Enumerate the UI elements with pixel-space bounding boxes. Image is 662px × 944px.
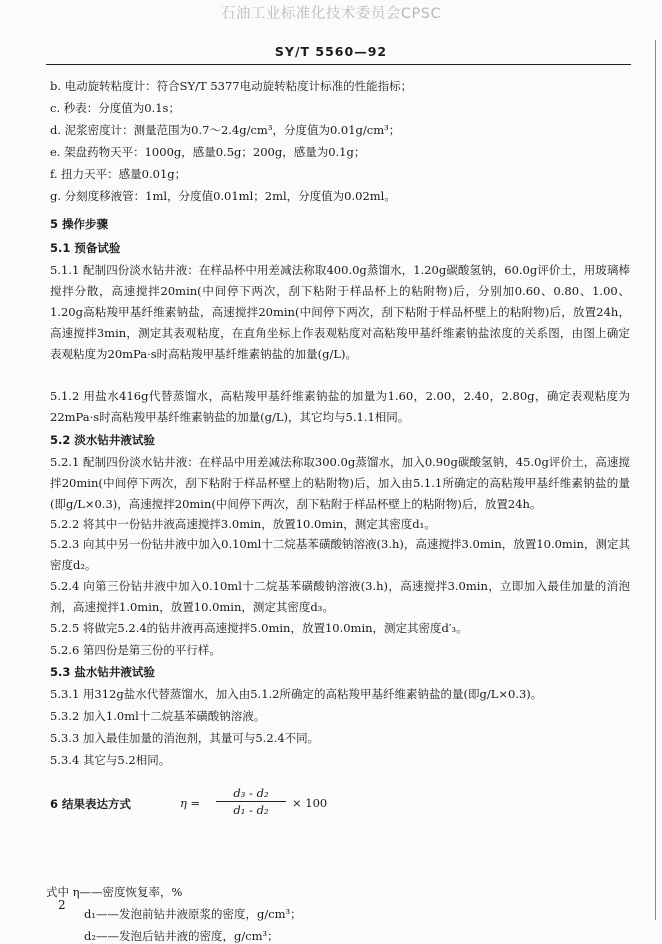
formula-lhs: η = [180, 796, 201, 810]
instrument-item: d. 泥浆密度计：测量范围为0.7～2.4g/cm³，分度值为0.01g/cm³； [50, 123, 401, 137]
paragraph-5-3-1: 5.3.1 用312g盐水代替蒸馏水，加入由5.1.2所确定的高粘羧甲基纤维素钠盐的量(即g/L×0.3)。 [50, 687, 543, 701]
formula-numerator: d₃ - d₂ [216, 786, 286, 802]
paragraph-5-2-1: 5.2.1 配制四份淡水钻井液：在样品中用差减法称取300.0g蒸馏水，加入0.90g碳酸氢钠，45.0g评价土，高速搅拌20min(中间停下两次，刮下粘附于样品杯壁上的粘附物)后，加入由5.1.1所确定的高粘羧甲基纤维素钠盐的量(即g/L×0.3)，高速搅拌20min(中间停下两次，刮下粘附于样品杯壁上的粘附物)后，放置24h。 [50, 455, 630, 511]
paragraph-5-2-2: 5.2.2 将其中一份钻井液高速搅拌3.0min，放置10.0min，测定其密度d₁。 [50, 517, 436, 531]
instrument-item: b. 电动旋转粘度计：符合SY/T 5377电动旋转粘度计标准的性能指标； [50, 79, 413, 93]
formula-multiplier: × 100 [292, 796, 328, 810]
definition-d2: d₂——发泡后钻井液的密度，g/cm³； [84, 929, 279, 943]
standard-header: SY/T 5560—92 [274, 44, 388, 59]
instrument-item: f. 扭力天平：感量0.01g； [50, 167, 187, 181]
density-recovery-formula [180, 786, 420, 826]
page-number: 2 [58, 898, 66, 912]
formula-fraction [216, 786, 286, 817]
instrument-item: e. 架盘药物天平：1000g，感量0.5g；200g，感量为0.1g； [50, 145, 366, 159]
paragraph-5-2-5: 5.2.5 将做完5.2.4的钻井液再高速搅拌5.0min，放置10.0min，测定其密度d′₃。 [50, 621, 468, 635]
definition-d1: d₁——发泡前钻井液原浆的密度，g/cm³； [84, 907, 302, 921]
paragraph-5-1-2: 5.1.2 用盐水416g代替蒸馏水，高粘羧甲基纤维素钠盐的加量为1.60，2.00，2.40，2.80g，确定表观粘度为22mPa·s时高粘羧甲基纤维素钠盐的加量(g/L)，其它均与5.1.1相同。 [50, 389, 630, 424]
section-heading-5: 5 操作步骤 [50, 217, 109, 231]
formula-denominator: d₁ - d₂ [233, 803, 269, 817]
section-heading-5-1: 5.1 预备试验 [50, 241, 121, 255]
instrument-item: c. 秒表：分度值为0.1s； [50, 101, 180, 115]
instrument-item: g. 分刻度移液管：1ml，分度值0.01ml；2ml，分度值为0.02ml。 [50, 189, 396, 203]
section-heading-5-2: 5.2 淡水钻井液试验 [50, 433, 155, 447]
paragraph-5-2-3: 5.2.3 向其中另一份钻井液中加入0.10ml十二烷基苯磺酸钠溶液(3.h)，高速搅拌3.0min，放置10.0min，测定其密度d₂。 [50, 537, 630, 572]
paragraph-5-3-4: 5.3.4 其它与5.2相同。 [50, 753, 171, 767]
watermark: 石油工业标准化技术委员会CPSC [220, 6, 442, 22]
paragraph-5-3-3: 5.3.3 加入最佳加量的消泡剂，其量可与5.2.4不同。 [50, 731, 320, 745]
section-heading-5-3: 5.3 盐水钻井液试验 [50, 665, 155, 679]
definition-eta: 式中 η——密度恢复率，% [46, 885, 183, 899]
paragraph-5-3-2: 5.3.2 加入1.0ml十二烷基苯磺酸钠溶液。 [50, 709, 266, 723]
paragraph-5-1-1: 5.1.1 配制四份淡水钻井液：在样品杯中用差减法称取400.0g蒸馏水，1.20g碳酸氢钠，60.0g评价土，用玻璃棒搅拌分散，高速搅拌20min(中间停下两次，刮下粘附于样品杯上的粘附物)后，分别加0.60、0.80、1.00、1.20g高粘羧甲基纤维素钠盐，高速搅拌20min(中间停下两次，刮下粘附于样品杯壁上的粘附物)后，放置24h，高速搅拌3min，测定其表观粘度，在直角坐标上作表观粘度对高粘羧甲基纤维素钠盐浓度的关系图，由图上确定表观粘度为20mPa·s时高粘羧甲基纤维素钠盐的加量(g/L)。 [50, 263, 630, 361]
right-edge-rule [655, 40, 656, 920]
section-heading-6: 6 结果表达方式 [50, 797, 132, 811]
header-rule [46, 64, 631, 65]
paragraph-5-2-6: 5.2.6 第四份是第三份的平行样。 [50, 643, 221, 657]
paragraph-5-2-4: 5.2.4 向第三份钻井液中加入0.10ml十二烷基苯磺酸钠溶液(3.h)，高速搅拌3.0min，立即加入最佳加量的消泡剂，高速搅拌1.0min，放置10.0min，测定其密度d₃。 [50, 579, 630, 614]
